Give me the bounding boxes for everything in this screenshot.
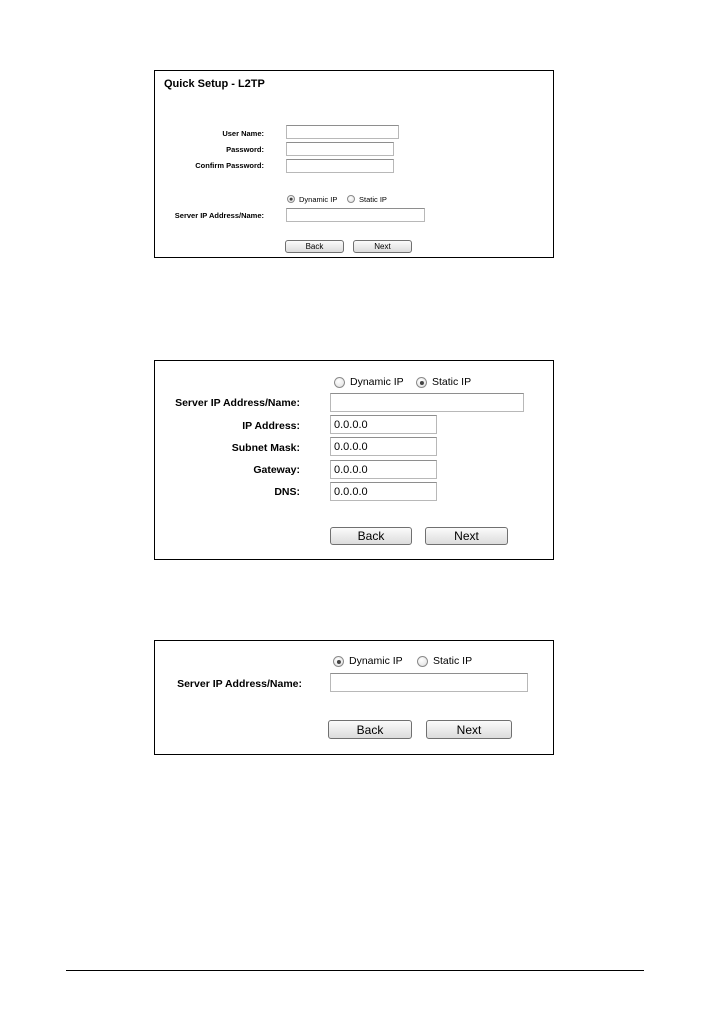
static-ip-label: Static IP: [433, 655, 473, 667]
server-ip-input[interactable]: [286, 208, 425, 222]
dns-label: DNS:: [274, 486, 300, 498]
static-ip-radio[interactable]: [417, 656, 428, 667]
back-button[interactable]: Back: [330, 527, 412, 545]
static-ip-label: Static IP: [359, 195, 387, 204]
subnet-mask-label: Subnet Mask:: [231, 442, 300, 454]
ip-address-label: IP Address:: [242, 420, 300, 432]
dynamic-ip-radio[interactable]: [333, 656, 344, 667]
back-button[interactable]: Back: [328, 720, 412, 739]
server-ip-label: Server IP Address/Name:: [175, 397, 300, 409]
server-ip-input[interactable]: [330, 393, 524, 412]
l2tp-quick-setup-panel: [154, 70, 554, 258]
password-label: Password:: [226, 145, 264, 154]
confirm-password-input[interactable]: [286, 159, 394, 173]
dns-input[interactable]: [330, 482, 437, 501]
password-input[interactable]: [286, 142, 394, 156]
server-ip-label: Server IP Address/Name:: [177, 678, 302, 690]
back-button[interactable]: Back: [285, 240, 344, 253]
confirm-password-label: Confirm Password:: [195, 161, 264, 170]
dynamic-ip-label: Dynamic IP: [349, 655, 403, 667]
page-title: Quick Setup - L2TP: [164, 78, 265, 90]
dynamic-ip-radio[interactable]: [334, 377, 345, 388]
ip-address-input[interactable]: [330, 415, 437, 434]
next-button[interactable]: Next: [353, 240, 412, 253]
server-ip-input[interactable]: [330, 673, 528, 692]
user-name-input[interactable]: [286, 125, 399, 139]
next-button[interactable]: Next: [426, 720, 512, 739]
footer-divider: [66, 970, 644, 971]
gateway-input[interactable]: [330, 460, 437, 479]
dynamic-ip-label: Dynamic IP: [350, 376, 404, 388]
subnet-mask-input[interactable]: [330, 437, 437, 456]
dynamic-ip-settings-panel: [154, 640, 554, 755]
dynamic-ip-radio[interactable]: [287, 195, 295, 203]
static-ip-radio[interactable]: [416, 377, 427, 388]
gateway-label: Gateway:: [253, 464, 300, 476]
server-ip-label: Server IP Address/Name:: [174, 211, 264, 220]
dynamic-ip-label: Dynamic IP: [299, 195, 338, 204]
static-ip-settings-panel: [154, 360, 554, 560]
static-ip-label: Static IP: [432, 376, 472, 388]
user-name-label: User Name:: [222, 129, 264, 138]
static-ip-radio[interactable]: [347, 195, 355, 203]
next-button[interactable]: Next: [425, 527, 508, 545]
